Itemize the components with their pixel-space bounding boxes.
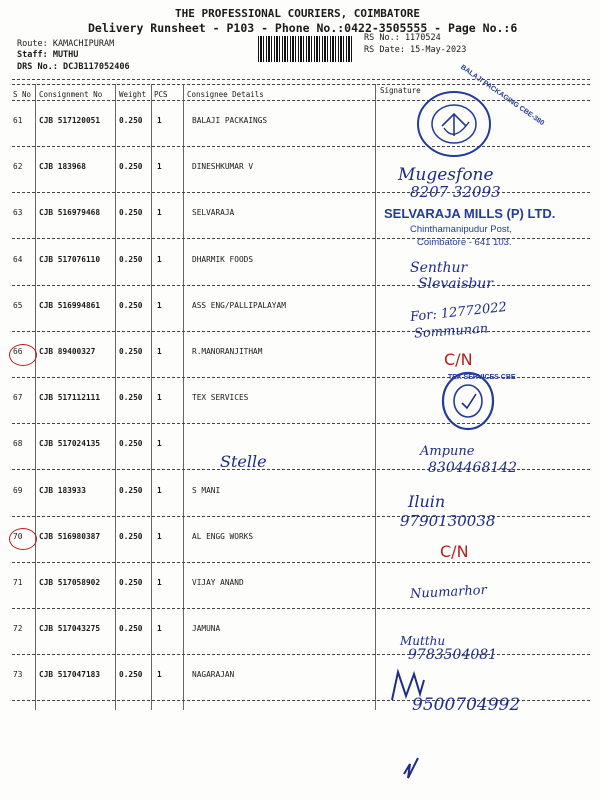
- signature: For: 12772022: [409, 299, 508, 326]
- row-weight: 0.250: [119, 485, 143, 495]
- row-weight: 0.250: [119, 670, 143, 680]
- selvaraja-stamp-line1: SELVARAJA MILLS (P) LTD.: [384, 206, 556, 221]
- row-consignee: SELVARAJA: [192, 208, 235, 218]
- row-sno: 62: [13, 162, 23, 172]
- column-line: [115, 84, 116, 710]
- drs-number: DRS No.: DCJB117052406: [17, 62, 130, 72]
- row-consignee: BALAJI PACKAINGS: [192, 116, 268, 125]
- row-sno: 61: [13, 116, 23, 125]
- row-consignee: ASS ENG/PALLIPALAYAM: [192, 300, 286, 310]
- signature: Slevaisbur: [418, 276, 493, 292]
- row-sno: 65: [13, 300, 23, 310]
- route-label: Route: KAMACHIPURAM: [17, 39, 115, 49]
- signature: Iluin: [408, 492, 446, 511]
- row-weight: 0.250: [119, 254, 143, 264]
- row-pcs: 1: [157, 393, 162, 403]
- row-consignee: NAGARAJAN: [192, 670, 235, 680]
- row-consignment-no: CJB 183968: [39, 162, 86, 172]
- row-sno: 68: [13, 439, 23, 449]
- row-pcs: 1: [157, 624, 162, 634]
- row-pcs: 1: [157, 531, 162, 541]
- row-divider: [12, 146, 590, 147]
- row-sno: 69: [13, 485, 23, 495]
- staff-label: Staff: MUTHU: [17, 50, 79, 60]
- row-consignment-no: CJB 183933: [39, 485, 86, 495]
- row-pcs: 1: [157, 254, 162, 264]
- row-consignment-no: CJB 517058902: [39, 578, 101, 587]
- column-line: [375, 84, 376, 710]
- col-header-consignee: Consignee Details: [187, 90, 264, 99]
- row-sno: 67: [13, 393, 23, 403]
- row-pcs: 1: [157, 485, 162, 495]
- row-consignment-no: CJB 89400327: [39, 347, 96, 356]
- row-weight: 0.250: [119, 116, 143, 125]
- bottom-signature-mark: [400, 752, 424, 782]
- runsheet-title: Delivery Runsheet - P103 - Phone No.:0422-3505555 - Page No.:6: [88, 21, 518, 35]
- row-weight: 0.250: [119, 162, 143, 172]
- row-consignee: TEX SERVICES: [192, 393, 249, 403]
- row-consignment-no: CJB 517043275: [39, 624, 101, 634]
- row-divider: [12, 562, 590, 563]
- row-pcs: 1: [157, 116, 162, 125]
- row-sno: 72: [13, 624, 23, 634]
- divider: [12, 79, 590, 80]
- selvaraja-stamp-line2: Chinthamanipudur Post,: [410, 224, 512, 235]
- signature: Ampune: [420, 444, 475, 459]
- balaji-stamp: [414, 88, 494, 160]
- row-consignment-no: CJB 517076110: [39, 254, 101, 264]
- signature: Senthur: [410, 260, 468, 276]
- barcode: [258, 36, 354, 62]
- row-consignee: DHARMIK FOODS: [192, 254, 254, 264]
- row-weight: 0.250: [119, 578, 143, 587]
- column-line: [151, 84, 152, 710]
- row-weight: 0.250: [119, 531, 143, 541]
- row-sno: 73: [13, 670, 23, 680]
- phone-handwritten: 9500704992: [412, 695, 521, 715]
- row-consignment-no: CJB 517047183: [39, 670, 101, 680]
- phone-handwritten: 9783504081: [408, 647, 498, 663]
- row-consignee: JAMUNA: [192, 624, 221, 634]
- row-divider: [12, 516, 590, 517]
- row-weight: 0.250: [119, 624, 143, 634]
- row-weight: 0.250: [119, 439, 143, 449]
- divider: [12, 84, 590, 85]
- row-pcs: 1: [157, 439, 162, 449]
- signature: Sommunan: [413, 321, 489, 342]
- col-header-weight: Weight: [119, 90, 147, 99]
- tex-services-stamp-text: TEX SERVICES CBE: [448, 374, 516, 381]
- balaji-stamp-text: BALAJI PACKAGING CBE-380: [459, 63, 546, 128]
- column-line: [35, 84, 36, 710]
- signature: Mugesfone: [398, 165, 494, 185]
- row-pcs: 1: [157, 162, 162, 172]
- row-consignee: DINESHKUMAR V: [192, 162, 254, 172]
- row-pcs: 1: [157, 578, 162, 587]
- row-sno: 63: [13, 208, 23, 218]
- row-consignment-no: CJB 517112111: [39, 393, 101, 403]
- row-consignee: R.MANORANJITHAM: [192, 347, 263, 356]
- row-consignment-no: CJB 516980387: [39, 531, 101, 541]
- column-line: [183, 84, 184, 710]
- row-weight: 0.250: [119, 393, 143, 403]
- row-pcs: 1: [157, 208, 162, 218]
- row-consignee: AL ENGG WORKS: [192, 531, 254, 541]
- red-circle-mark: [9, 344, 37, 366]
- company-title: THE PROFESSIONAL COURIERS, COIMBATORE: [175, 7, 421, 20]
- col-header-sno: S No: [13, 90, 32, 99]
- cn-mark: C/N: [440, 542, 469, 561]
- signature: Nuumarhor: [409, 582, 488, 603]
- row-pcs: 1: [157, 347, 162, 356]
- red-circle-mark: [9, 528, 37, 550]
- rs-number: RS No.: 1170524: [364, 33, 441, 43]
- row-consignment-no: CJB 516994861: [39, 300, 101, 310]
- row-weight: 0.250: [119, 300, 143, 310]
- row-sno: 66: [13, 347, 23, 356]
- phone-handwritten: 9790130038: [400, 512, 496, 530]
- signature: Stelle: [220, 452, 267, 471]
- row-consignment-no: CJB 516979468: [39, 208, 101, 218]
- phone-handwritten: 8207 32093: [410, 183, 501, 201]
- row-consignee: S MANI: [192, 485, 221, 495]
- signature: Mutthu: [400, 634, 446, 648]
- phone-handwritten: 8304468142: [428, 460, 518, 476]
- row-weight: 0.250: [119, 347, 143, 356]
- col-header-consignment: Consignment No: [39, 90, 103, 99]
- rs-date: RS Date: 15-May-2023: [364, 45, 467, 55]
- row-consignment-no: CJB 517120051: [39, 116, 101, 125]
- cn-mark: C/N: [444, 350, 473, 369]
- row-pcs: 1: [157, 670, 162, 680]
- col-header-signature: Signature: [380, 86, 421, 95]
- col-header-pcs: PCS: [154, 90, 168, 99]
- row-divider: [12, 285, 590, 286]
- row-weight: 0.250: [119, 208, 143, 218]
- row-sno: 70: [13, 531, 23, 541]
- selvaraja-stamp-line3: Coimbatore - 641 103.: [417, 237, 512, 248]
- row-divider: [12, 192, 590, 193]
- row-divider: [12, 331, 590, 332]
- row-consignee: VIJAY ANAND: [192, 578, 244, 587]
- row-divider: [12, 423, 590, 424]
- row-pcs: 1: [157, 300, 162, 310]
- row-divider: [12, 654, 590, 655]
- row-sno: 64: [13, 254, 23, 264]
- row-sno: 71: [13, 578, 23, 587]
- row-divider: [12, 608, 590, 609]
- row-consignment-no: CJB 517024135: [39, 439, 101, 449]
